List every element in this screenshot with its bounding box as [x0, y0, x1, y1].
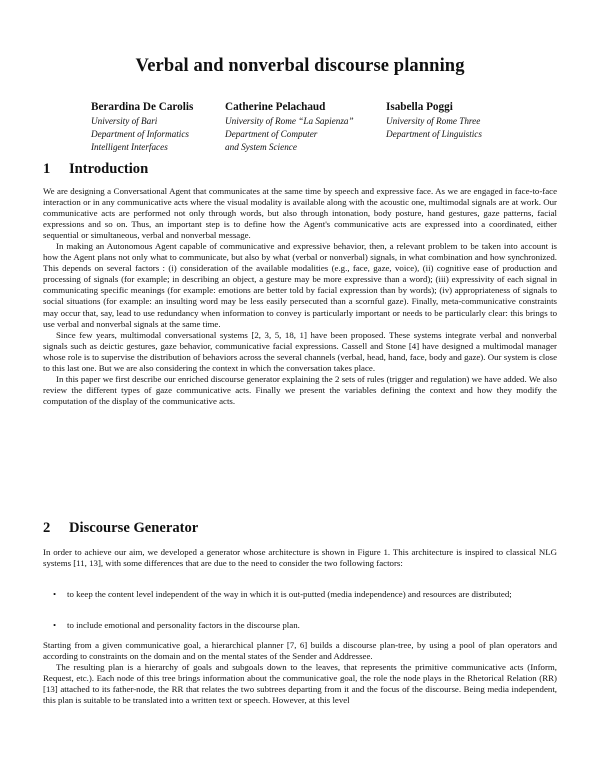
author-block [386, 100, 482, 141]
author-affiliation-line: Intelligent Interfaces [91, 142, 168, 152]
section-number: 2 [43, 520, 51, 536]
author-block [225, 100, 354, 154]
author-block [91, 100, 193, 154]
section-title: Discourse Generator [69, 520, 199, 536]
list-item-text: to keep the content level independent of the way in which it is out-putted (media independence) and resources are distributed; [67, 589, 512, 599]
author-affiliation-line: University of Rome Three [386, 116, 481, 126]
section-body [43, 547, 557, 569]
bullet-icon: • [53, 589, 57, 599]
paragraph: In this paper we first describe our enriched discourse generator explaining the 2 sets of rules (trigger and regulation) we have added. We also review the different types of gaze communicative acts. Finally we present the variables defining the context and how they modify the computation of the display of the communicative acts. [43, 373, 557, 406]
paragraph: Starting from a given communicative goal, a hierarchical planner [7, 6] builds a discourse plan-tree, by using a pool of plan operators and according to constraints on the domain and on the mental states of the Sender and Addressee. [43, 640, 557, 662]
author-affiliation-line: University of Rome “La Sapienza” [225, 116, 354, 126]
section-number: 1 [43, 161, 51, 177]
bullet-icon: • [53, 620, 57, 630]
list-item-text: to include emotional and personality factors in the discourse plan. [67, 620, 300, 630]
author-affiliation-line: and System Science [225, 142, 297, 152]
author-name: Catherine Pelachaud [225, 101, 326, 113]
author-affiliation-line: Department of Computer [225, 129, 318, 139]
paragraph: In making an Autonomous Agent capable of communicative and expressive behavior, then, a relevant problem to be taken into account is how the Agent plans not only what to communicate, but also by what (verbal or nonverbal) signals, in what combination and how synchronized. This depends on several factors : (i) consideration of the available modalities (e.g., face, gaze, voice), (ii) cognitive ease of production and processing of signals (for example; in describing an object, a gesture may be more expressive than a word); (iii) expressivity of each signal in communicating specific meanings (for example: emotions are better told by facial expression than by words); (iv) appropriateness of signals to social situations (for example: an insulting word may be less easily persecuted than a scornful gaze). Finally, meta-communicative constraints may occur that, say, lead to use redundancy when information to convey is particularly important or needs to be particularly clear: this brings to use verbal and nonverbal signals at the same time. [43, 241, 557, 329]
paragraph: We are designing a Conversational Agent that communicates at the same time by speech and expressive face. As we are engaged in face-to-face interaction or in any communicative acts where the visual modality is available along with the acoustic one, multimodal signals are at work. Our communicative acts are performed not only through words, but also through intonation, body posture, hand gestures, gaze patterns, facial expressions and so on. Thus, an important step is to define how the Agent's communicative acts are expressed into a coordinated, either sequential or simultaneous, verbal and nonverbal message. [43, 186, 557, 241]
section-body [43, 186, 557, 407]
author-name: Isabella Poggi [386, 101, 453, 113]
section-title: Introduction [69, 161, 149, 177]
author-affiliation-line: Department of Linguistics [386, 129, 482, 139]
paragraph: In order to achieve our aim, we developed a generator whose architecture is shown in Figure 1. This architecture is inspired to classical NLG systems [11, 13], with some differences that are due to the need to consider the two following factors: [43, 547, 557, 569]
section-heading [43, 161, 148, 178]
paragraph: The resulting plan is a hierarchy of goals and subgoals down to the leaves, that represents the primitive communicative acts (Inform, Request, etc.). Each node of this tree brings information about the communicative goal, the role the node plays in the Rhetorical Relation (RR) [13] attached to its father-node, the RR that relates the two subtrees departing from it and the focus of the discourse. Being media independent, this plan is suitable to be translated into a written text or speech. However, at this level [43, 662, 557, 706]
author-affiliation-line: University of Bari [91, 116, 158, 126]
paper-title: Verbal and nonverbal discourse planning [135, 56, 465, 76]
section-body [43, 640, 557, 706]
author-affiliation-line: Department of Informatics [91, 129, 189, 139]
paragraph: Since few years, multimodal conversational systems [2, 3, 5, 18, 1] have been proposed. These systems integrate verbal and nonverbal signals such as deictic gestures, gaze behavior, communicative facial expressions. Cassell and Stone [4] have designed a multimodal manager whose role is to supervise the distribution of behaviors across the several channels (verbal, head, hand, face, body and gaze). Our system is close to this last one. But we are also considering the context in which the conversation takes place. [43, 329, 557, 373]
section-heading [43, 520, 198, 537]
author-name: Berardina De Carolis [91, 101, 194, 113]
